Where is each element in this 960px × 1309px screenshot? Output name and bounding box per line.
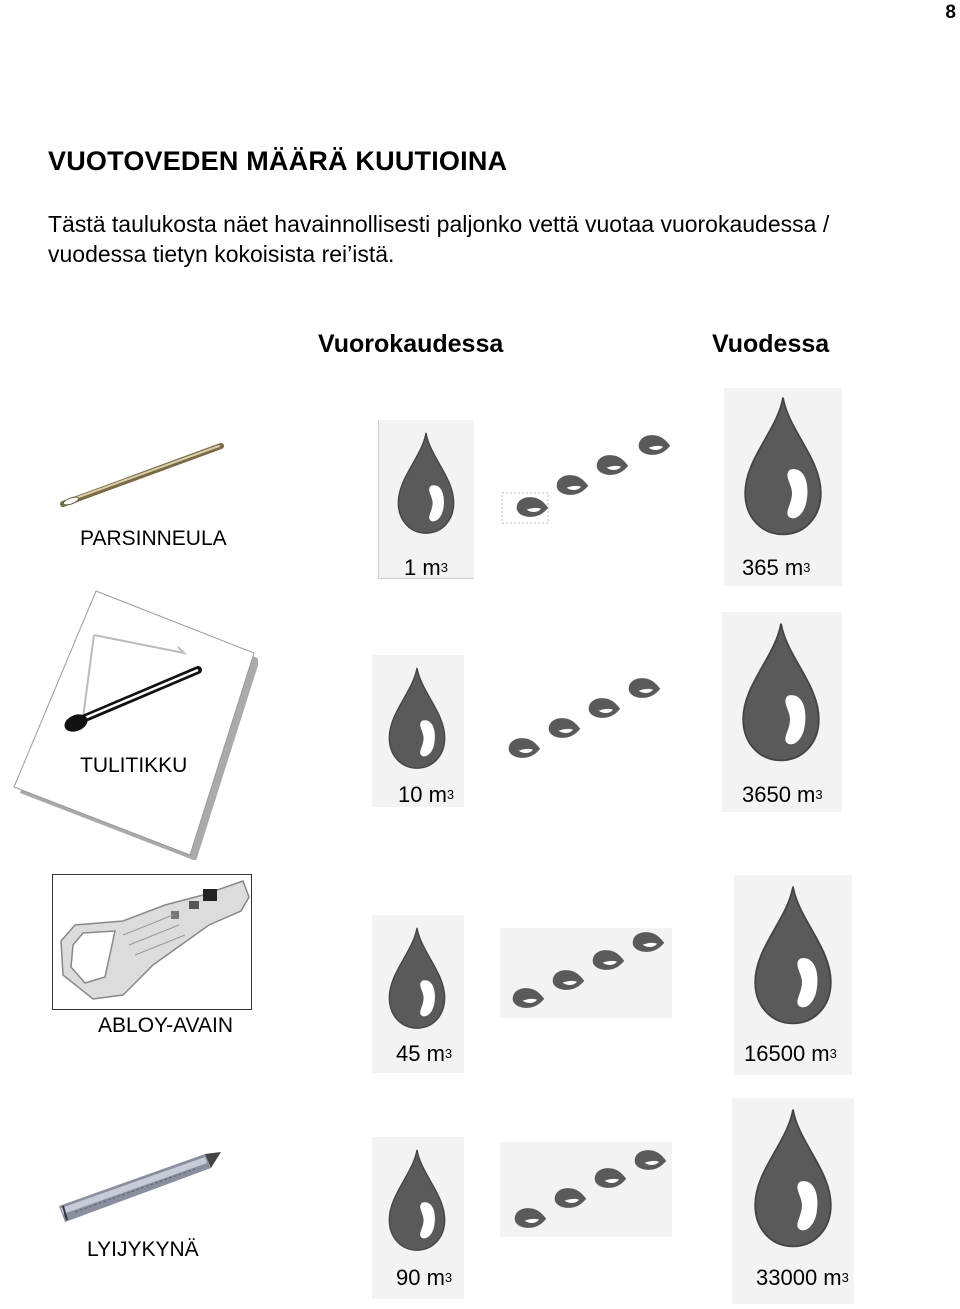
year-amount: 365 $m^3$ [742, 555, 811, 580]
year-amount: 16500 $m^3$ [744, 1041, 837, 1066]
intro-line-2: vuodessa tietyn kokoisista rei’istä. [48, 241, 395, 267]
intro-line-1: Tästä taulukosta näet havainnollisesti paljonko vettä vuotaa vuorokaudessa / [48, 211, 830, 237]
intro-text [48, 209, 948, 269]
needle-icon [55, 438, 230, 513]
water-drop-icon [736, 620, 826, 764]
page-number: 8 [945, 2, 956, 23]
day-amount: 90 $m^3$ [396, 1265, 453, 1290]
day-amount: 10 $m^3$ [398, 782, 455, 807]
year-amount: 3650 $m^3$ [742, 782, 823, 807]
pencil-icon [55, 1142, 225, 1232]
object-label: TULITIKKU [80, 754, 188, 777]
key-icon [52, 874, 252, 1010]
object-label: PARSINNEULA [80, 527, 227, 550]
object-label: LYIJYKYNÄ [87, 1238, 199, 1261]
object-label: ABLOY-AVAIN [98, 1014, 234, 1037]
year-amount: 33000 $m^3$ [756, 1265, 849, 1290]
page-title: VUOTOVEDEN MÄÄRÄ KUUTIOINA [48, 146, 508, 176]
column-header-day: Vuorokaudessa [318, 330, 504, 358]
column-header-year: Vuodessa [712, 330, 830, 358]
day-amount: 45 $m^3$ [396, 1041, 453, 1066]
drop-trail [498, 425, 683, 530]
water-drop-icon [748, 883, 838, 1027]
day-amount: 1 $m^3$ [404, 555, 448, 580]
water-drop-icon [738, 394, 828, 538]
water-drop-icon [384, 1145, 450, 1255]
water-drop-icon [384, 663, 450, 773]
drop-trail [500, 1142, 672, 1237]
drop-trail [500, 928, 672, 1018]
water-drop-icon [748, 1106, 838, 1250]
water-drop-icon [384, 923, 450, 1033]
drop-trail [496, 672, 671, 772]
water-drop-icon [393, 428, 459, 538]
match-icon [8, 585, 258, 860]
